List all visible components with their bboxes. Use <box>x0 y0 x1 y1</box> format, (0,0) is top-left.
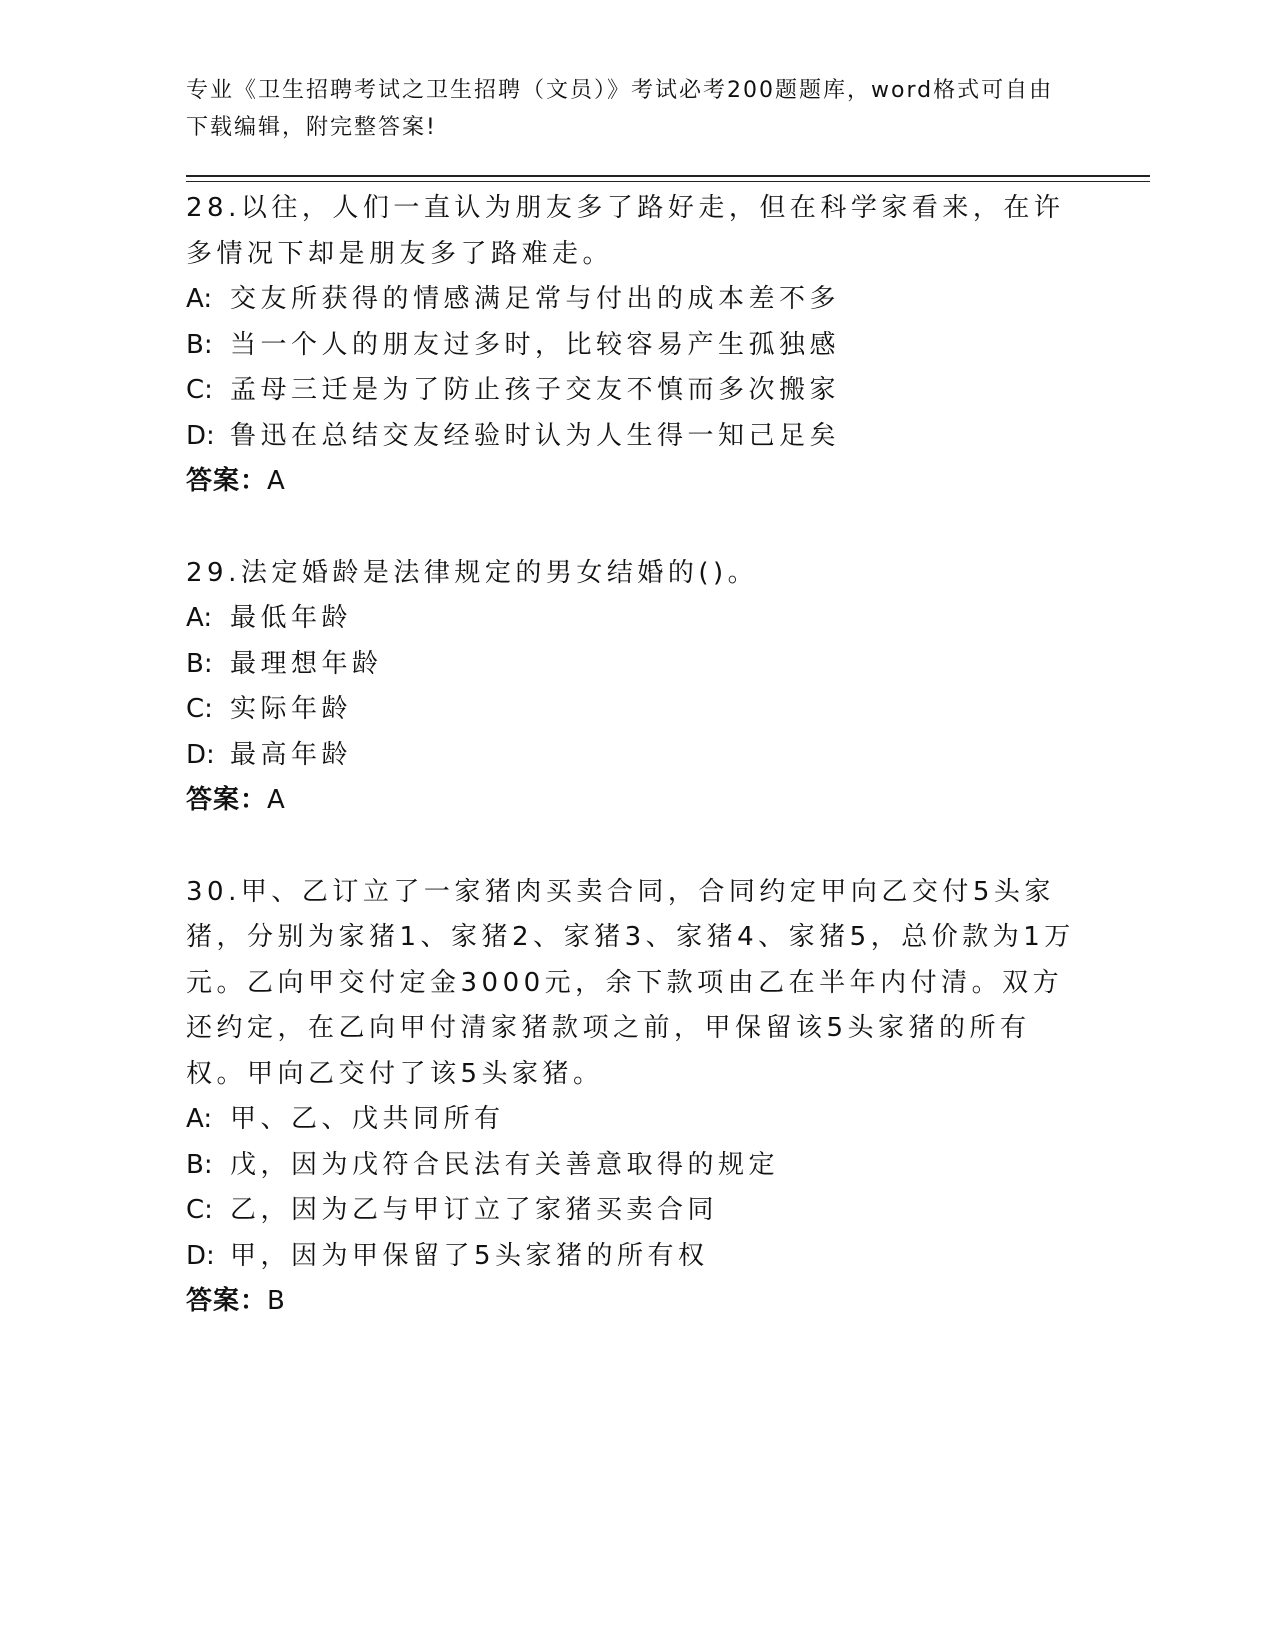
option-d <box>186 733 1086 779</box>
answer-label: 答案： <box>186 466 268 496</box>
question-stem: 30.甲、乙订立了一家猪肉买卖合同，合同约定甲向乙交付5头家猪，分别为家猪1、家猪2、家猪3、家猪4、家猪5，总价款为1万元。乙向甲交付定金3000元，余下款项由乙在半年内付清。双方还约定，在乙向甲付清家猪款项之前，甲保留该5头家猪的所有权。甲向乙交付了该5头家猪。 <box>186 876 1075 1089</box>
option-key: A: <box>186 1104 213 1134</box>
option-key: D: <box>186 739 215 770</box>
option-text: 孟母三迁是为了防止孩子交友不慎而多次搬家 <box>230 375 841 405</box>
option-d <box>186 1234 1086 1280</box>
option-b <box>186 642 1086 688</box>
option-text: 戊，因为戊符合民法有关善意取得的规定 <box>230 1149 780 1180</box>
option-text: 最低年龄 <box>230 603 353 633</box>
answer-line <box>186 778 1086 824</box>
option-a <box>186 277 1086 323</box>
option-key: A: <box>186 603 213 633</box>
option-text: 实际年龄 <box>230 694 353 724</box>
option-key: D: <box>186 1240 215 1271</box>
option-key: B: <box>186 329 213 360</box>
option-text: 当一个人的朋友过多时，比较容易产生孤独感 <box>230 329 841 360</box>
option-text: 鲁迅在总结交友经验时认为人生得一知己足矣 <box>230 420 841 451</box>
question-30 <box>186 870 1086 1325</box>
answer-value: A <box>267 466 286 496</box>
answer-label: 答案： <box>186 1286 268 1316</box>
answer-line <box>186 1279 1086 1325</box>
option-text: 甲，因为甲保留了5头家猪的所有权 <box>230 1240 709 1271</box>
option-key: C: <box>186 694 213 724</box>
question-stem: 29.法定婚龄是法律规定的男女结婚的()。 <box>186 557 759 588</box>
question-28 <box>186 186 1086 505</box>
question-list <box>186 186 1086 1371</box>
answer-label: 答案： <box>186 785 268 815</box>
header-divider <box>186 175 1150 182</box>
option-c <box>186 368 1086 414</box>
option-key: B: <box>186 1149 213 1180</box>
answer-line <box>186 459 1086 505</box>
question-stem: 28.以往，人们一直认为朋友多了路好走，但在科学家看来，在许多情况下却是朋友多了路难走。 <box>186 193 1065 269</box>
option-key: C: <box>186 1195 213 1225</box>
option-b <box>186 1143 1086 1189</box>
option-b <box>186 323 1086 369</box>
option-text: 最理想年龄 <box>230 648 383 679</box>
option-text: 最高年龄 <box>230 739 353 770</box>
option-key: D: <box>186 420 215 451</box>
option-a <box>186 596 1086 642</box>
answer-value: A <box>267 785 286 815</box>
option-text: 乙，因为乙与甲订立了家猪买卖合同 <box>230 1195 719 1225</box>
option-c <box>186 1188 1086 1234</box>
option-text: 交友所获得的情感满足常与付出的成本差不多 <box>230 284 841 314</box>
option-text: 甲、乙、戊共同所有 <box>230 1104 505 1134</box>
option-key: A: <box>186 284 213 314</box>
question-29 <box>186 551 1086 824</box>
option-c <box>186 687 1086 733</box>
option-d <box>186 414 1086 460</box>
option-a <box>186 1097 1086 1143</box>
answer-value: B <box>267 1286 286 1316</box>
document-header-title: 专业《卫生招聘考试之卫生招聘（文员）》考试必考200题题库，word格式可自由下载编辑，附完整答案! <box>186 78 1054 140</box>
option-key: C: <box>186 375 213 405</box>
option-key: B: <box>186 648 213 679</box>
